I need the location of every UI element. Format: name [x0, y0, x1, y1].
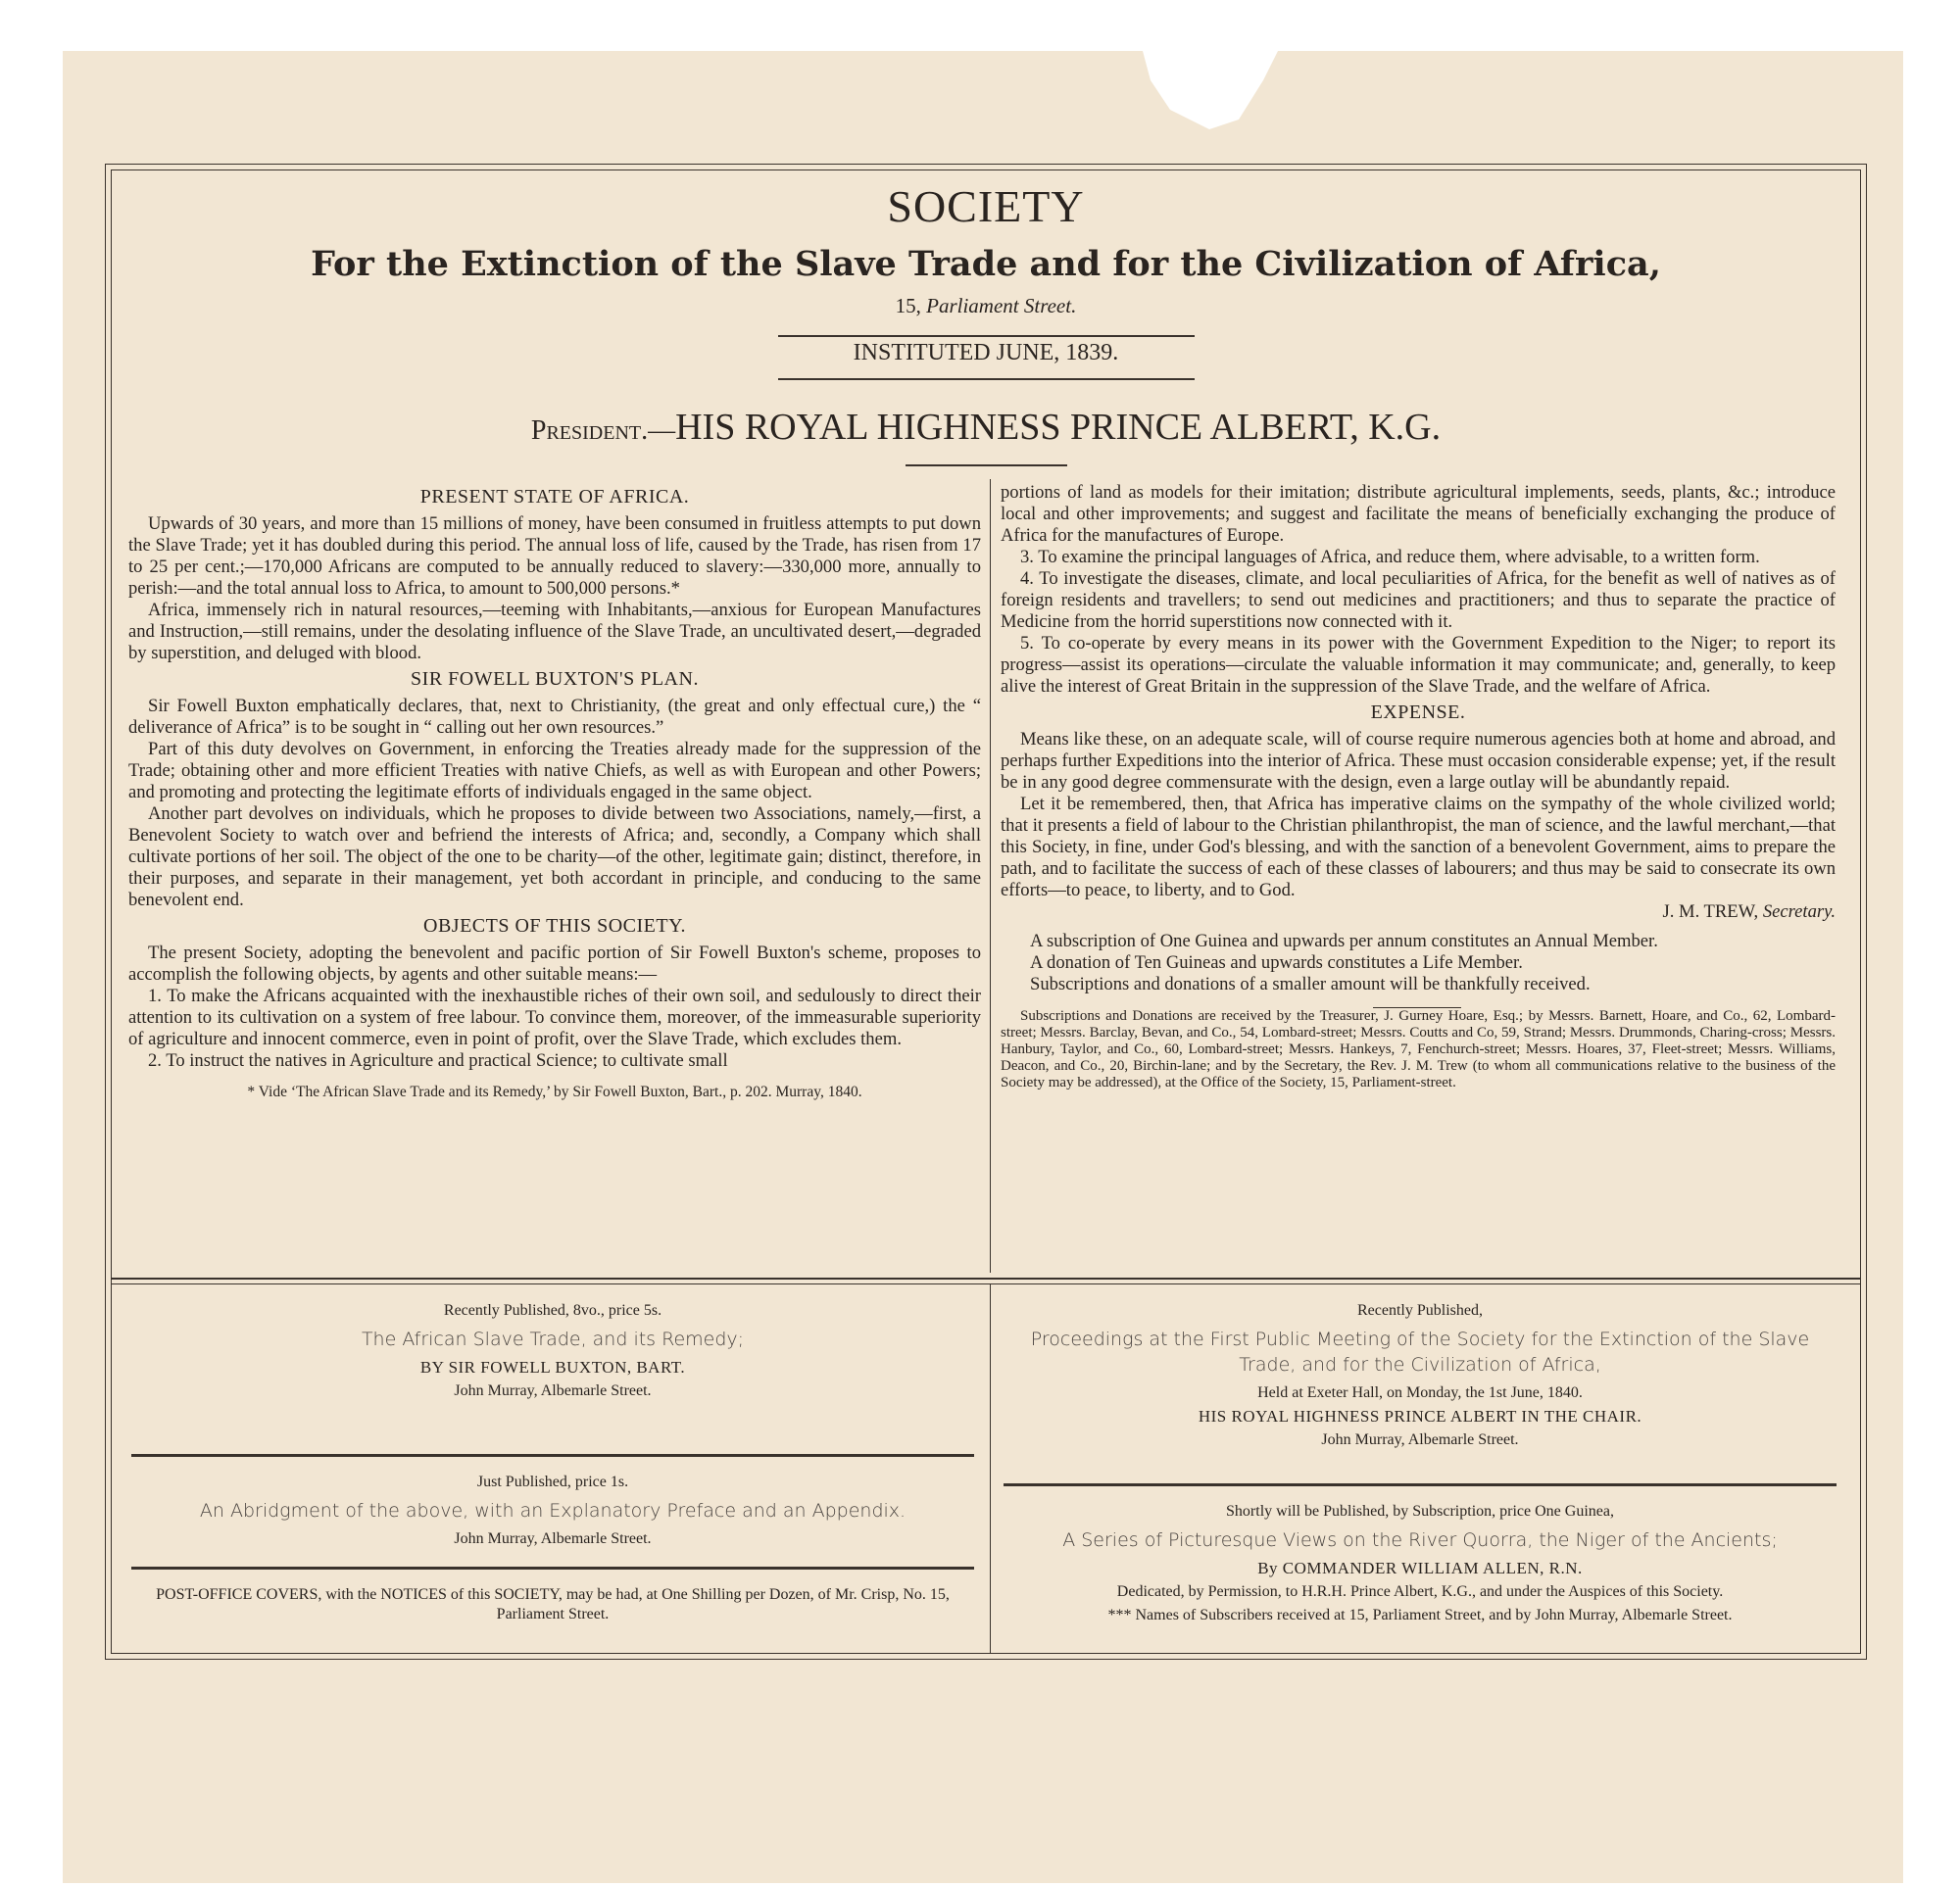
paragraph: 4. To investigate the diseases, climate, and local peculiarities of Africa, for the benefit as well of natives as of foreign residents and travellers; to send out medicines and practitioners; and thus to separate the practice of Medicine from the horrid superstitions now connected with it.: [1001, 568, 1836, 632]
paragraph: Another part devolves on individuals, which he proposes to divide between two Associations, namely,—first, a Benevolent Society to watch over and befriend the interests of Africa; and, secondly, a Company which shall cultivate portions of her soil. The object of the one to be charity—of the other, legitimate gain; distinct, therefore, in their purposes, and separate in their management, yet both accordant in principle, and conducing to the same benevolent end.: [128, 803, 981, 910]
paragraph: The present Society, adopting the benevolent and pacific portion of Sir Fowell Buxton's scheme, proposes to accomplish the following objects, by agents and other suitable means:—: [128, 943, 981, 985]
ad-proceedings: [1004, 1297, 1837, 1454]
rule: [906, 464, 1067, 466]
paragraph: portions of land as models for their imitation; distribute agricultural implements, seeds, plants, &c.; introduce local and other improvements; and suggest and facilitate the means of beneficially exchanging the produce of Africa for the manufactures of Europe.: [1001, 482, 1836, 546]
ad-line: Shortly will be Published, by Subscription, price One Guinea,: [1226, 1503, 1614, 1520]
rule: [778, 378, 1195, 380]
ad-author: BY SIR FOWELL BUXTON, BART.: [419, 1358, 686, 1377]
left-column: [128, 482, 981, 1103]
paragraph: 1. To make the Africans acquainted with the inexhaustible riches of their own soil, and sedulously to direct their attention to its cultivation on a system of free labour. To convince them, moreover, of the immeasurable superiority of agriculture and innocent commerce, even in point of profit, over the Slave Trade, which excludes them.: [128, 986, 981, 1049]
ad-buxton-book: [131, 1297, 974, 1405]
column-divider: [990, 1283, 991, 1653]
rule: [778, 335, 1195, 337]
paragraph: Let it be remembered, then, that Africa has imperative claims on the sympathy of the whole civilized world; that it presents a field of labour to the Christian philanthropist, the man of science, and the lawful merchant,—that this Society, in fine, under God's blessing, and with the sanction of a benevolent Government, aims to prepare the path, and to facilitate the success of each of these classes of labourers; and thus may be said to consecrate its own efforts—to peace, to liberty, and to God.: [1001, 794, 1836, 900]
rule: [1004, 1483, 1837, 1486]
subtitle: For the Extinction of the Slave Trade and for the Civilization of Africa,: [311, 244, 1661, 284]
heading-buxton-plan: SIR FOWELL BUXTON'S PLAN.: [411, 668, 699, 690]
ad-line: POST-OFFICE COVERS, with the NOTICES of this SOCIETY, may be had, at One Shilling per Dozen, of Mr. Crisp, No. 15, Parliament Street.: [156, 1586, 950, 1622]
ad-line: *** Names of Subscribers received at 15, Parliament Street, and by John Murray, Albemarle Street.: [1107, 1607, 1733, 1623]
right-column: [1001, 482, 1836, 1091]
heading-present-state: PRESENT STATE OF AFRICA.: [419, 486, 690, 508]
ad-publisher: John Murray, Albemarle Street.: [1321, 1431, 1519, 1448]
paragraph: Sir Fowell Buxton emphatically declares, that, next to Christianity, (the great and only effectual cure,) the “ deliverance of Africa” is to be sought in “ calling out her own resources.”: [128, 696, 981, 738]
signature-name: J. M. TREW,: [1662, 901, 1759, 922]
ad-author: By COMMANDER WILLIAM ALLEN, R.N.: [1257, 1559, 1583, 1577]
subscription-smaller: Subscriptions and donations of a smaller amount will be thankfully received.: [1030, 974, 1591, 994]
rule: [131, 1454, 974, 1457]
ad-publisher: John Murray, Albemarle Street.: [454, 1382, 652, 1399]
paragraph: 2. To instruct the natives in Agriculture and practical Science; to cultivate small: [148, 1050, 728, 1071]
column-divider: [990, 479, 991, 1273]
address-street: Parliament Street.: [926, 294, 1077, 317]
heading-expense: EXPENSE.: [1370, 702, 1466, 723]
heading-objects: OBJECTS OF THIS SOCIETY.: [423, 915, 686, 937]
ad-chair: HIS ROYAL HIGHNESS PRINCE ALBERT IN THE CHAIR.: [1198, 1407, 1642, 1426]
ad-abridgment: [131, 1469, 974, 1553]
subscription-annual: A subscription of One Guinea and upwards per annum constitutes an Annual Member.: [1030, 931, 1658, 951]
paragraph: 3. To examine the principal languages of Africa, and reduce them, where advisable, to a written form.: [1020, 547, 1760, 567]
instituted-date: INSTITUTED JUNE, 1839.: [853, 340, 1119, 365]
rule: [1373, 1007, 1461, 1008]
title: SOCIETY: [887, 181, 1085, 231]
address-number: 15,: [895, 294, 921, 317]
ad-title: Proceedings at the First Public Meeting of the Society for the Extinction of the Slave Trade, and for the Civilization of Africa,: [1030, 1329, 1810, 1376]
ad-line: Dedicated, by Permission, to H.R.H. Prince Albert, K.G., and under the Auspices of this Society.: [1116, 1583, 1724, 1600]
ad-title: A Series of Picturesque Views on the River Quorra, the Niger of the Ancients;: [1062, 1529, 1778, 1551]
president-label: President.—: [530, 415, 676, 446]
document-frame: [111, 169, 1861, 1654]
rule: [131, 1567, 974, 1570]
section-divider: [112, 1278, 1860, 1284]
paragraph: Africa, immensely rich in natural resources,—teeming with Inhabitants,—anxious for European Manufactures and Instruction,—still remains, under the desolating influence of the Slave Trade, an uncultivated desert,—degraded by superstition, and deluged with blood.: [128, 600, 981, 663]
ad-title: The African Slave Trade, and its Remedy;: [361, 1329, 745, 1350]
president-name: HIS ROYAL HIGHNESS PRINCE ALBERT, K.G.: [675, 407, 1442, 448]
subscription-life: A donation of Ten Guineas and upwards constitutes a Life Member.: [1030, 952, 1523, 973]
president-line: [112, 406, 1860, 449]
signature: [1001, 901, 1836, 923]
ad-line: Recently Published, 8vo., price 5s.: [443, 1302, 662, 1319]
address: [112, 294, 1860, 318]
paragraph: Upwards of 30 years, and more than 15 millions of money, have been consumed in fruitless attempts to put down the Slave Trade; yet it has doubled during this period. The annual loss of life, caused by the Trade, has risen from 17 to 25 per cent.;—170,000 Africans are computed to be annually reduced to slavery:—330,000 more, annually to perish:—and the total annual loss to Africa, to amount to 500,000 persons.*: [128, 513, 981, 599]
ad-line: Recently Published,: [1357, 1302, 1483, 1319]
ad-publisher: John Murray, Albemarle Street.: [454, 1530, 652, 1547]
paragraph: 5. To co-operate by every means in its power with the Government Expedition to the Niger; to report its progress—assist its operations—circulate the valuable information it may communicate; and, generally, to keep alive the interest of Great Britain in the suppression of the Slave Trade, and the welfare of Africa.: [1001, 633, 1836, 697]
paragraph: Means like these, on an adequate scale, will of course require numerous agencies both at home and abroad, and perhaps further Expeditions into the interior of Africa. These must occasion considerable expense; yet, if the result be in any good degree commensurate with the design, even a large outlay will be abundantly repaid.: [1001, 729, 1836, 793]
subscription-details: Subscriptions and Donations are received by the Treasurer, J. Gurney Hoare, Esq.; by Messrs. Barnett, Hoare, and Co., 62, Lombard-street; Messrs. Barclay, Bevan, and Co., 54, Lombard-street; Messrs. Coutts and Co, 59, Strand; Messrs. Drummonds, Charing-cross; Messrs. Hanbury, Taylor, and Co., 60, Lombard-street; Messrs. Hankeys, 7, Fenchurch-street; Messrs. Hoares, 37, Fleet-street; Messrs. Williams, Deacon, and Co., 20, Birchin-lane; and by the Secretary, the Rev. J. M. Trew (to whom all communications relative to the business of the Society may be addressed), at the Office of the Society, 15, Parliament-street.: [1001, 1008, 1836, 1090]
ad-line: Held at Exeter Hall, on Monday, the 1st June, 1840.: [1257, 1384, 1583, 1401]
paragraph: Part of this duty devolves on Government, in enforcing the Treaties already made for the suppression of the Trade; obtaining other and more efficient Treaties with native Chiefs, as well as with European and other Powers; and promoting and protecting the legitimate efforts of individuals engaged in the same object.: [128, 739, 981, 802]
ad-picturesque-views: [1004, 1498, 1837, 1629]
ad-line: Just Published, price 1s.: [476, 1474, 629, 1490]
ad-post-office-covers: [151, 1581, 955, 1628]
signature-role: Secretary.: [1762, 901, 1836, 922]
footnote: * Vide ‘The African Slave Trade and its Remedy,’ by Sir Fowell Buxton, Bart., p. 202. Murray, 1840.: [247, 1084, 862, 1100]
ad-title: An Abridgment of the above, with an Explanatory Preface and an Appendix.: [199, 1500, 906, 1522]
